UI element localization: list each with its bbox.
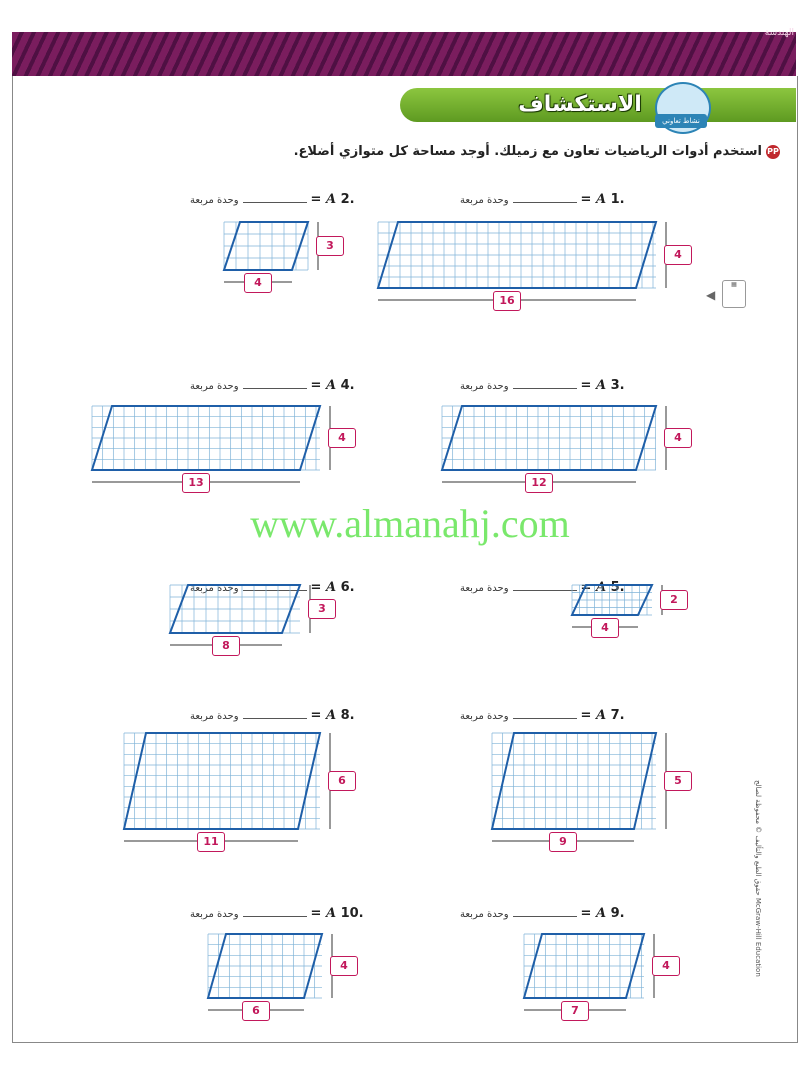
area-symbol: A <box>325 906 341 921</box>
unit-text: وحدة مربعة <box>460 381 509 392</box>
unit-text: وحدة مربعة <box>190 583 239 594</box>
height-label: 3 <box>308 599 336 619</box>
problem-3-label <box>460 378 625 393</box>
problem-1-label <box>460 192 625 207</box>
equals-sign: = <box>580 192 596 207</box>
grid <box>442 406 656 470</box>
problem-8-label <box>190 708 355 723</box>
equals-sign: = <box>310 708 326 723</box>
area-symbol: A <box>595 708 611 723</box>
problem-number: 4. <box>340 378 355 393</box>
unit-text: وحدة مربعة <box>460 195 509 206</box>
unit-text: وحدة مربعة <box>460 711 509 722</box>
equals-sign: = <box>310 580 326 595</box>
base-label: 12 <box>525 473 553 493</box>
base-label: 9 <box>549 832 577 852</box>
answer-blank[interactable] <box>513 708 577 719</box>
answer-blank[interactable] <box>243 708 307 719</box>
equals-sign: = <box>580 378 596 393</box>
parallelogram-3 <box>438 402 682 492</box>
banner-title: الاستكشاف <box>518 92 642 117</box>
equals-sign: = <box>580 708 596 723</box>
problem-number: 10. <box>340 906 364 921</box>
header-band <box>12 32 796 76</box>
answer-blank[interactable] <box>513 580 577 591</box>
grid <box>124 733 320 829</box>
answer-blank[interactable] <box>513 192 577 203</box>
height-label: 4 <box>328 428 356 448</box>
equals-sign: = <box>580 580 596 595</box>
unit-text: وحدة مربعة <box>460 583 509 594</box>
note-icon: ▦ <box>722 280 746 308</box>
answer-blank[interactable] <box>243 192 307 203</box>
problem-number: 6. <box>340 580 355 595</box>
base-label: 16 <box>493 291 521 311</box>
height-label: 5 <box>664 771 692 791</box>
parallelogram-6 <box>166 581 326 655</box>
grid <box>92 406 320 470</box>
problem-2-label <box>190 192 355 207</box>
unit-text: وحدة مربعة <box>460 909 509 920</box>
parallelogram-9 <box>520 930 670 1020</box>
problem-number: 9. <box>610 906 625 921</box>
base-label: 13 <box>182 473 210 493</box>
problem-7-label <box>460 708 625 723</box>
height-label: 4 <box>652 956 680 976</box>
problem-number: 8. <box>340 708 355 723</box>
height-label: 4 <box>664 245 692 265</box>
area-symbol: A <box>325 378 341 393</box>
parallelogram-7 <box>488 729 682 851</box>
height-label: 6 <box>328 771 356 791</box>
problem-number: 5. <box>610 580 625 595</box>
problem-number: 7. <box>610 708 625 723</box>
problem-9-label <box>460 906 625 921</box>
grid <box>492 733 656 829</box>
arrow-icon: ◀ <box>706 288 716 302</box>
area-symbol: A <box>595 192 611 207</box>
section-label: الهندسة <box>764 28 794 38</box>
base-label: 11 <box>197 832 225 852</box>
grid <box>208 934 322 998</box>
area-symbol: A <box>325 708 341 723</box>
parallelogram-1 <box>374 218 682 310</box>
grid <box>378 222 656 288</box>
pair-icon: PP <box>766 145 780 159</box>
parallelogram-8 <box>120 729 346 851</box>
area-symbol: A <box>325 580 341 595</box>
equals-sign: = <box>310 906 326 921</box>
problem-number: 1. <box>610 192 625 207</box>
problem-10-label <box>190 906 364 921</box>
parallelogram-4 <box>88 402 346 492</box>
area-symbol: A <box>595 378 611 393</box>
answer-blank[interactable] <box>513 906 577 917</box>
height-label: 4 <box>664 428 692 448</box>
instruction-text: استخدم أدوات الرياضيات تعاون مع زميلك. أوجد مساحة كل متوازي أضلاع. <box>293 144 762 159</box>
area-symbol: A <box>325 192 341 207</box>
height-label: 4 <box>330 956 358 976</box>
base-label: 8 <box>212 636 240 656</box>
grid <box>524 934 644 998</box>
equals-sign: = <box>580 906 596 921</box>
base-label: 4 <box>591 618 619 638</box>
parallelogram-10 <box>204 930 348 1020</box>
answer-blank[interactable] <box>513 378 577 389</box>
watermark: www.almanahj.com <box>250 501 570 546</box>
problem-number: 2. <box>340 192 355 207</box>
unit-text: وحدة مربعة <box>190 381 239 392</box>
area-symbol: A <box>595 906 611 921</box>
instruction <box>180 144 780 159</box>
parallelogram-outline <box>124 733 320 829</box>
unit-text: وحدة مربعة <box>190 711 239 722</box>
base-label: 7 <box>561 1001 589 1021</box>
parallelogram-outline <box>492 733 656 829</box>
problem-number: 3. <box>610 378 625 393</box>
grid <box>170 585 300 633</box>
unit-text: وحدة مربعة <box>190 195 239 206</box>
copyright-note: حقوق الطبع والتأليف © محفوظة لصالح McGraw-Hill Education <box>754 780 762 977</box>
base-label: 4 <box>244 273 272 293</box>
area-symbol: A <box>595 580 611 595</box>
equals-sign: = <box>310 378 326 393</box>
collaboration-badge: نشاط تعاوني <box>655 114 707 128</box>
equals-sign: = <box>310 192 326 207</box>
unit-text: وحدة مربعة <box>190 909 239 920</box>
height-label: 3 <box>316 236 344 256</box>
answer-blank[interactable] <box>243 906 307 917</box>
height-label: 2 <box>660 590 688 610</box>
answer-blank[interactable] <box>243 378 307 389</box>
problem-4-label <box>190 378 355 393</box>
base-label: 6 <box>242 1001 270 1021</box>
